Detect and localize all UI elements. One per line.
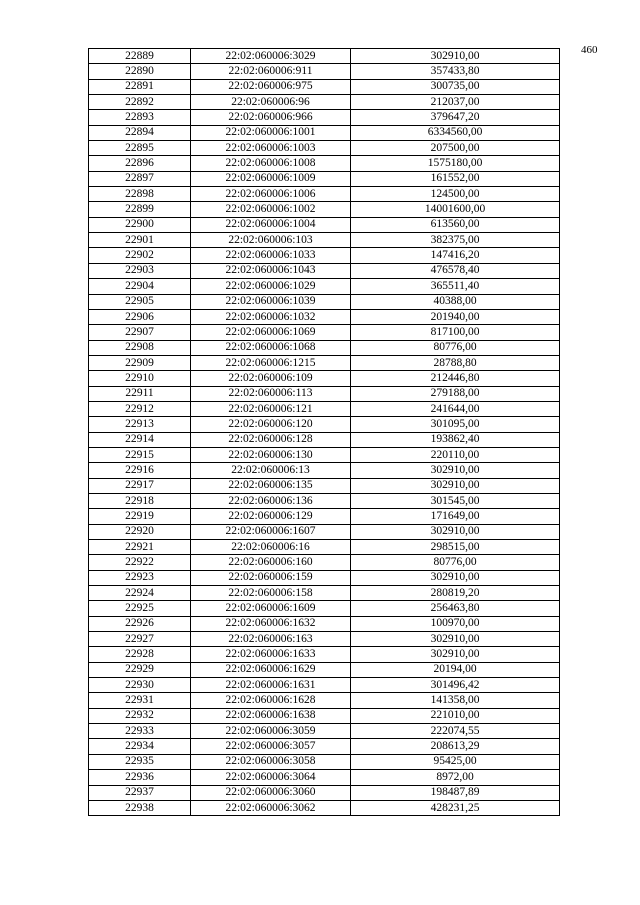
cadastral-value-cell: 241644,00 xyxy=(351,401,560,416)
cadastral-value-cell: 280819,20 xyxy=(351,586,560,601)
cadastral-value-cell: 302910,00 xyxy=(351,570,560,585)
row-number-cell: 22936 xyxy=(89,770,191,785)
table-row xyxy=(89,248,560,263)
cadastral-number-cell: 22:02:060006:1629 xyxy=(191,662,351,677)
cadastral-number-cell: 22:02:060006:1001 xyxy=(191,125,351,140)
cadastral-number-cell: 22:02:060006:13 xyxy=(191,463,351,478)
cadastral-number-cell: 22:02:060006:1633 xyxy=(191,647,351,662)
cadastral-number-cell: 22:02:060006:136 xyxy=(191,493,351,508)
row-number-cell: 22900 xyxy=(89,217,191,232)
table-row xyxy=(89,294,560,309)
cadastral-number-cell: 22:02:060006:966 xyxy=(191,110,351,125)
cadastral-value-cell: 428231,25 xyxy=(351,800,560,815)
cadastral-value-cell: 357433,80 xyxy=(351,64,560,79)
row-number-cell: 22932 xyxy=(89,708,191,723)
page-number: 460 xyxy=(581,44,598,56)
row-number-cell: 22898 xyxy=(89,187,191,202)
cadastral-number-cell: 22:02:060006:128 xyxy=(191,432,351,447)
cadastral-number-cell: 22:02:060006:3057 xyxy=(191,739,351,754)
row-number-cell: 22918 xyxy=(89,493,191,508)
cadastral-value-cell: 124500,00 xyxy=(351,187,560,202)
cadastral-number-cell: 22:02:060006:163 xyxy=(191,632,351,647)
cadastral-value-cell: 14001600,00 xyxy=(351,202,560,217)
cadastral-value-cell: 207500,00 xyxy=(351,141,560,156)
table-row xyxy=(89,79,560,94)
table-row xyxy=(89,478,560,493)
cadastral-number-cell: 22:02:060006:1032 xyxy=(191,309,351,324)
cadastral-value-cell: 95425,00 xyxy=(351,754,560,769)
row-number-cell: 22912 xyxy=(89,401,191,416)
table-row xyxy=(89,708,560,723)
cadastral-number-cell: 22:02:060006:1009 xyxy=(191,171,351,186)
table-row xyxy=(89,524,560,539)
cadastral-value-cell: 40388,00 xyxy=(351,294,560,309)
cadastral-value-cell: 8972,00 xyxy=(351,770,560,785)
row-number-cell: 22899 xyxy=(89,202,191,217)
row-number-cell: 22901 xyxy=(89,233,191,248)
cadastral-value-cell: 476578,40 xyxy=(351,263,560,278)
table-row xyxy=(89,233,560,248)
table-row xyxy=(89,187,560,202)
cadastral-number-cell: 22:02:060006:1029 xyxy=(191,279,351,294)
cadastral-number-cell: 22:02:060006:3059 xyxy=(191,724,351,739)
cadastral-value-cell: 379647,20 xyxy=(351,110,560,125)
row-number-cell: 22911 xyxy=(89,386,191,401)
cadastral-value-cell: 222074,55 xyxy=(351,724,560,739)
table-row xyxy=(89,202,560,217)
cadastral-value-cell: 302910,00 xyxy=(351,524,560,539)
cadastral-value-cell: 256463,80 xyxy=(351,601,560,616)
table-row xyxy=(89,64,560,79)
row-number-cell: 22925 xyxy=(89,601,191,616)
table-row xyxy=(89,509,560,524)
table-row xyxy=(89,647,560,662)
table-row xyxy=(89,171,560,186)
cadastral-value-cell: 212037,00 xyxy=(351,95,560,110)
row-number-cell: 22891 xyxy=(89,79,191,94)
cadastral-value-cell: 221010,00 xyxy=(351,708,560,723)
row-number-cell: 22905 xyxy=(89,294,191,309)
row-number-cell: 22902 xyxy=(89,248,191,263)
row-number-cell: 22921 xyxy=(89,540,191,555)
table-row xyxy=(89,463,560,478)
cadastral-number-cell: 22:02:060006:1632 xyxy=(191,616,351,631)
table-row xyxy=(89,141,560,156)
cadastral-number-cell: 22:02:060006:109 xyxy=(191,371,351,386)
row-number-cell: 22906 xyxy=(89,309,191,324)
row-number-cell: 22907 xyxy=(89,325,191,340)
cadastral-number-cell: 22:02:060006:1004 xyxy=(191,217,351,232)
cadastral-value-cell: 208613,29 xyxy=(351,739,560,754)
table-row xyxy=(89,616,560,631)
cadastral-number-cell: 22:02:060006:103 xyxy=(191,233,351,248)
table-row xyxy=(89,110,560,125)
cadastral-value-cell: 298515,00 xyxy=(351,540,560,555)
cadastral-value-cell: 301545,00 xyxy=(351,493,560,508)
row-number-cell: 22928 xyxy=(89,647,191,662)
table-row xyxy=(89,601,560,616)
cadastral-value-cell: 1575180,00 xyxy=(351,156,560,171)
cadastral-number-cell: 22:02:060006:3062 xyxy=(191,800,351,815)
cadastral-number-cell: 22:02:060006:1002 xyxy=(191,202,351,217)
cadastral-number-cell: 22:02:060006:3060 xyxy=(191,785,351,800)
cadastral-value-cell: 301496,42 xyxy=(351,678,560,693)
cadastral-number-cell: 22:02:060006:1006 xyxy=(191,187,351,202)
cadastral-value-cell: 302910,00 xyxy=(351,478,560,493)
table-row xyxy=(89,739,560,754)
row-number-cell: 22897 xyxy=(89,171,191,186)
cadastral-number-cell: 22:02:060006:120 xyxy=(191,417,351,432)
cadastral-number-cell: 22:02:060006:16 xyxy=(191,540,351,555)
cadastral-value-cell: 302910,00 xyxy=(351,463,560,478)
cadastral-value-cell: 613560,00 xyxy=(351,217,560,232)
table-row xyxy=(89,586,560,601)
cadastral-value-cell: 141358,00 xyxy=(351,693,560,708)
cadastral-value-cell: 6334560,00 xyxy=(351,125,560,140)
table-row xyxy=(89,632,560,647)
table-row xyxy=(89,785,560,800)
table-row xyxy=(89,800,560,815)
cadastral-value-cell: 28788,80 xyxy=(351,355,560,370)
table-row xyxy=(89,217,560,232)
cadastral-number-cell: 22:02:060006:911 xyxy=(191,64,351,79)
row-number-cell: 22915 xyxy=(89,447,191,462)
row-number-cell: 22904 xyxy=(89,279,191,294)
cadastral-value-cell: 220110,00 xyxy=(351,447,560,462)
table-row xyxy=(89,95,560,110)
row-number-cell: 22894 xyxy=(89,125,191,140)
table-row xyxy=(89,754,560,769)
table-row xyxy=(89,770,560,785)
table-row xyxy=(89,309,560,324)
cadastral-value-cell: 100970,00 xyxy=(351,616,560,631)
cadastral-value-cell: 301095,00 xyxy=(351,417,560,432)
row-number-cell: 22896 xyxy=(89,156,191,171)
cadastral-value-cell: 80776,00 xyxy=(351,555,560,570)
cadastral-value-cell: 279188,00 xyxy=(351,386,560,401)
cadastral-value-table xyxy=(88,48,560,816)
cadastral-value-cell: 20194,00 xyxy=(351,662,560,677)
row-number-cell: 22929 xyxy=(89,662,191,677)
row-number-cell: 22909 xyxy=(89,355,191,370)
row-number-cell: 22933 xyxy=(89,724,191,739)
row-number-cell: 22923 xyxy=(89,570,191,585)
cadastral-number-cell: 22:02:060006:1043 xyxy=(191,263,351,278)
table-row xyxy=(89,570,560,585)
cadastral-number-cell: 22:02:060006:3058 xyxy=(191,754,351,769)
cadastral-number-cell: 22:02:060006:158 xyxy=(191,586,351,601)
cadastral-value-cell: 80776,00 xyxy=(351,340,560,355)
table-row xyxy=(89,355,560,370)
table-row xyxy=(89,125,560,140)
cadastral-number-cell: 22:02:060006:975 xyxy=(191,79,351,94)
cadastral-value-cell: 817100,00 xyxy=(351,325,560,340)
cadastral-number-cell: 22:02:060006:1039 xyxy=(191,294,351,309)
row-number-cell: 22931 xyxy=(89,693,191,708)
cadastral-number-cell: 22:02:060006:1607 xyxy=(191,524,351,539)
cadastral-number-cell: 22:02:060006:3064 xyxy=(191,770,351,785)
row-number-cell: 22916 xyxy=(89,463,191,478)
table-row xyxy=(89,401,560,416)
row-number-cell: 22893 xyxy=(89,110,191,125)
cadastral-value-cell: 201940,00 xyxy=(351,309,560,324)
cadastral-number-cell: 22:02:060006:135 xyxy=(191,478,351,493)
cadastral-number-cell: 22:02:060006:160 xyxy=(191,555,351,570)
cadastral-number-cell: 22:02:060006:1068 xyxy=(191,340,351,355)
cadastral-number-cell: 22:02:060006:1638 xyxy=(191,708,351,723)
cadastral-value-cell: 171649,00 xyxy=(351,509,560,524)
cadastral-number-cell: 22:02:060006:1631 xyxy=(191,678,351,693)
cadastral-number-cell: 22:02:060006:1003 xyxy=(191,141,351,156)
row-number-cell: 22908 xyxy=(89,340,191,355)
table-row xyxy=(89,493,560,508)
cadastral-number-cell: 22:02:060006:121 xyxy=(191,401,351,416)
cadastral-value-cell: 365511,40 xyxy=(351,279,560,294)
row-number-cell: 22937 xyxy=(89,785,191,800)
table-row xyxy=(89,371,560,386)
table-row xyxy=(89,417,560,432)
table-row xyxy=(89,340,560,355)
row-number-cell: 22926 xyxy=(89,616,191,631)
row-number-cell: 22917 xyxy=(89,478,191,493)
table-row xyxy=(89,678,560,693)
row-number-cell: 22903 xyxy=(89,263,191,278)
row-number-cell: 22930 xyxy=(89,678,191,693)
table-row xyxy=(89,49,560,64)
cadastral-number-cell: 22:02:060006:159 xyxy=(191,570,351,585)
cadastral-number-cell: 22:02:060006:1069 xyxy=(191,325,351,340)
cadastral-number-cell: 22:02:060006:129 xyxy=(191,509,351,524)
cadastral-number-cell: 22:02:060006:1628 xyxy=(191,693,351,708)
cadastral-value-cell: 212446,80 xyxy=(351,371,560,386)
table-row xyxy=(89,693,560,708)
cadastral-number-cell: 22:02:060006:1609 xyxy=(191,601,351,616)
row-number-cell: 22920 xyxy=(89,524,191,539)
row-number-cell: 22914 xyxy=(89,432,191,447)
cadastral-number-cell: 22:02:060006:130 xyxy=(191,447,351,462)
row-number-cell: 22889 xyxy=(89,49,191,64)
cadastral-number-cell: 22:02:060006:113 xyxy=(191,386,351,401)
row-number-cell: 22938 xyxy=(89,800,191,815)
table-row xyxy=(89,156,560,171)
cadastral-number-cell: 22:02:060006:1215 xyxy=(191,355,351,370)
cadastral-number-cell: 22:02:060006:96 xyxy=(191,95,351,110)
cadastral-value-cell: 198487,89 xyxy=(351,785,560,800)
cadastral-number-cell: 22:02:060006:3029 xyxy=(191,49,351,64)
row-number-cell: 22913 xyxy=(89,417,191,432)
row-number-cell: 22919 xyxy=(89,509,191,524)
cadastral-value-cell: 161552,00 xyxy=(351,171,560,186)
table-row xyxy=(89,662,560,677)
row-number-cell: 22934 xyxy=(89,739,191,754)
cadastral-value-cell: 302910,00 xyxy=(351,632,560,647)
table-row xyxy=(89,447,560,462)
table-row xyxy=(89,325,560,340)
table-row xyxy=(89,386,560,401)
table-body xyxy=(89,49,560,816)
cadastral-value-cell: 147416,20 xyxy=(351,248,560,263)
cadastral-number-cell: 22:02:060006:1033 xyxy=(191,248,351,263)
cadastral-number-cell: 22:02:060006:1008 xyxy=(191,156,351,171)
cadastral-value-cell: 300735,00 xyxy=(351,79,560,94)
table-row xyxy=(89,263,560,278)
row-number-cell: 22890 xyxy=(89,64,191,79)
table-row xyxy=(89,279,560,294)
table-row xyxy=(89,724,560,739)
cadastral-value-cell: 382375,00 xyxy=(351,233,560,248)
table-row xyxy=(89,432,560,447)
cadastral-value-cell: 302910,00 xyxy=(351,647,560,662)
row-number-cell: 22892 xyxy=(89,95,191,110)
table-row xyxy=(89,540,560,555)
cadastral-value-cell: 193862,40 xyxy=(351,432,560,447)
row-number-cell: 22922 xyxy=(89,555,191,570)
table-row xyxy=(89,555,560,570)
cadastral-value-cell: 302910,00 xyxy=(351,49,560,64)
row-number-cell: 22895 xyxy=(89,141,191,156)
row-number-cell: 22935 xyxy=(89,754,191,769)
row-number-cell: 22924 xyxy=(89,586,191,601)
row-number-cell: 22927 xyxy=(89,632,191,647)
row-number-cell: 22910 xyxy=(89,371,191,386)
